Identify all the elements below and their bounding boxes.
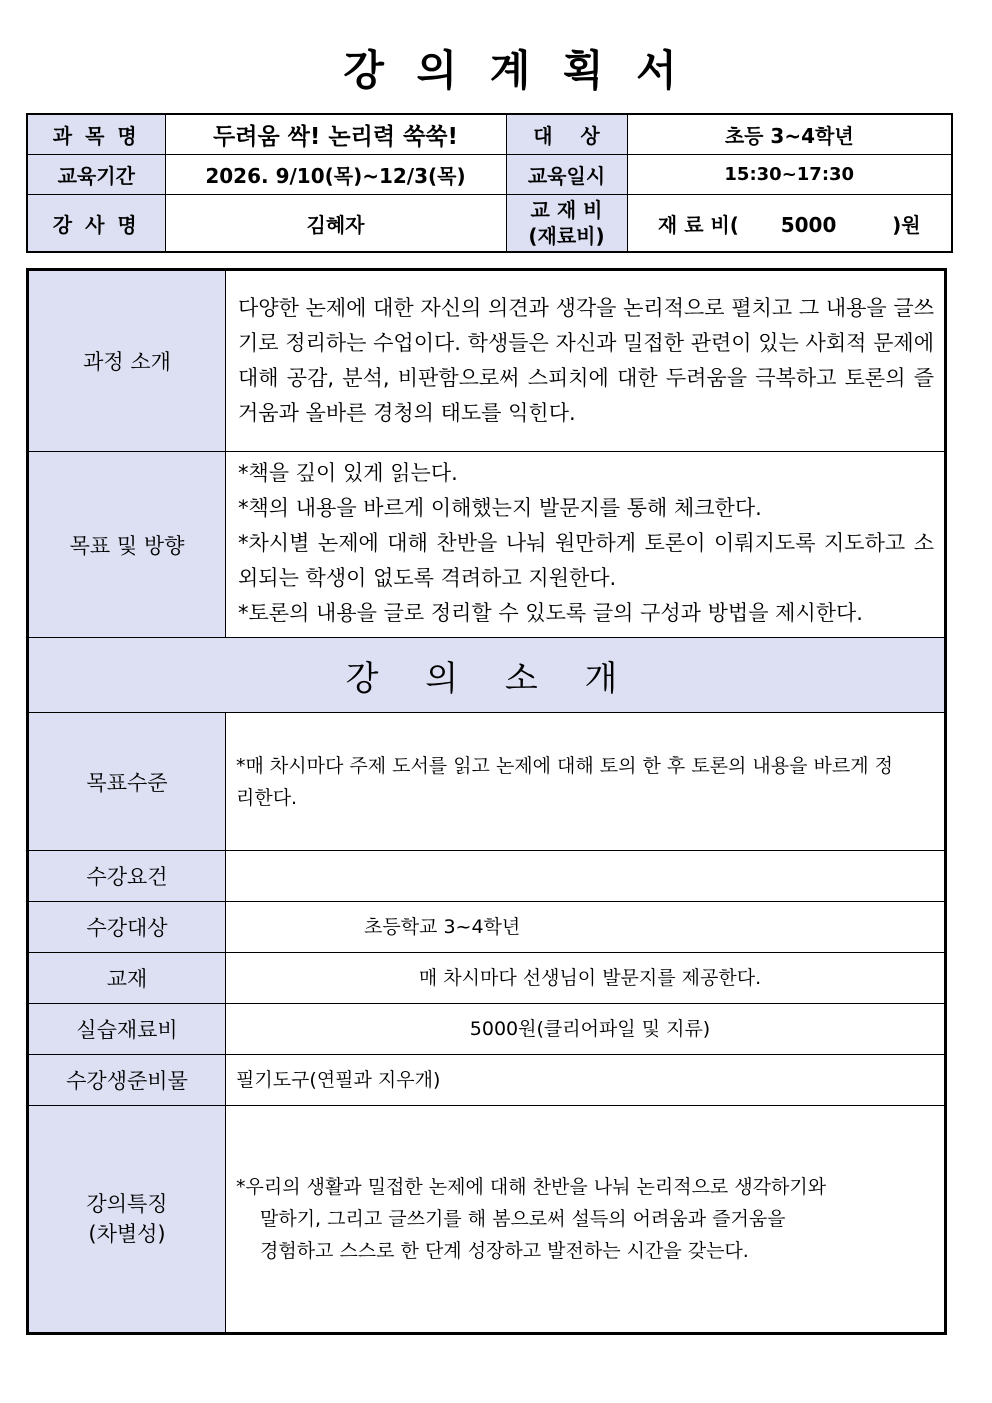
material-text: 매 차시마다 선생님이 발문지를 제공한다.: [226, 953, 946, 1004]
feature-line: *우리의 생활과 밀접한 논제에 대해 찬반을 나눠 논리적으로 생각하기와: [236, 1176, 827, 1198]
goal-label: 목표 및 방향: [28, 452, 226, 638]
goal-line: *책의 내용을 바르게 이해했는지 발문지를 통해 체크한다.: [238, 496, 762, 520]
goal-line: *차시별 논제에 대해 찬반을 나눠 원만하게 토론이 이뤄지도록 지도하고 소외되는 학생이 없도록 격려하고 지원한다.: [238, 531, 934, 590]
teacher-label: 강 사 명: [27, 195, 165, 253]
audience-label: 수강대상: [28, 902, 226, 953]
preparation-label: 수강생준비물: [28, 1055, 226, 1106]
feature-line: 경험하고 스스로 한 단계 성장하고 발전하는 시간을 갖는다.: [260, 1240, 749, 1262]
fee-label-line1: 교 재 비: [530, 198, 603, 222]
practice-fee-label: 실습재료비: [28, 1004, 226, 1055]
intro-text: 다양한 논제에 대한 자신의 의견과 생각을 논리적으로 펼치고 그 내용을 글쓰기로 정리하는 수업이다. 학생들은 자신과 밀접한 관련이 있는 사회적 문제에 대해 공감, 분석, 비판함으로써 스피치에 대한 두려움을 극복하고 토론의 즐거움과 올바른 경청의 태도를 익힌다.: [226, 270, 946, 452]
fee-value: 재 료 비( 5000 )원: [627, 195, 952, 253]
level-label: 목표수준: [28, 713, 226, 851]
course-info-table: [26, 113, 953, 253]
document-title: 강 의 계 획 서: [343, 46, 681, 95]
period-value: 2026. 9/10(목)~12/3(목): [165, 155, 506, 195]
feature-text: [226, 1106, 946, 1334]
feature-label-line2: (차별성): [88, 1222, 166, 1246]
target-value: 초등 3~4학년: [627, 114, 952, 155]
goal-line: *책을 깊이 있게 읽는다.: [238, 461, 458, 485]
goal-text: [226, 452, 946, 638]
audience-text: 초등학교 3~4학년: [226, 902, 946, 953]
fee-label: [506, 195, 627, 253]
subject-label: 과 목 명: [27, 114, 165, 155]
feature-label: [28, 1106, 226, 1334]
teacher-value: 김혜자: [165, 195, 506, 253]
feature-label-line1: 강의특징: [86, 1192, 168, 1216]
lecture-plan-table: [26, 268, 947, 1335]
time-label: 교육일시: [506, 155, 627, 195]
fee-label-line2: (재료비): [528, 224, 605, 248]
goal-line: *토론의 내용을 글로 정리할 수 있도록 글의 구성과 방법을 제시한다.: [238, 601, 863, 625]
section-title: 강 의 소 개: [28, 638, 946, 713]
period-label: 교육기간: [27, 155, 165, 195]
time-value: 15:30~17:30: [627, 155, 952, 195]
requirement-label: 수강요건: [28, 851, 226, 902]
preparation-text: 필기도구(연필과 지우개): [226, 1055, 946, 1106]
subject-value: 두려움 싹! 논리력 쑥쑥!: [165, 114, 506, 155]
intro-label: 과정 소개: [28, 270, 226, 452]
material-label: 교재: [28, 953, 226, 1004]
level-text: *매 차시마다 주제 도서를 읽고 논제에 대해 토의 한 후 토론의 내용을 바르게 정리한다.: [226, 713, 946, 851]
practice-fee-text: 5000원(클리어파일 및 지류): [226, 1004, 946, 1055]
target-label: 대 상: [506, 114, 627, 155]
feature-line: 말하기, 그리고 글쓰기를 해 봄으로써 설득의 어려움과 즐거움을: [260, 1208, 786, 1230]
requirement-text: [226, 851, 946, 902]
